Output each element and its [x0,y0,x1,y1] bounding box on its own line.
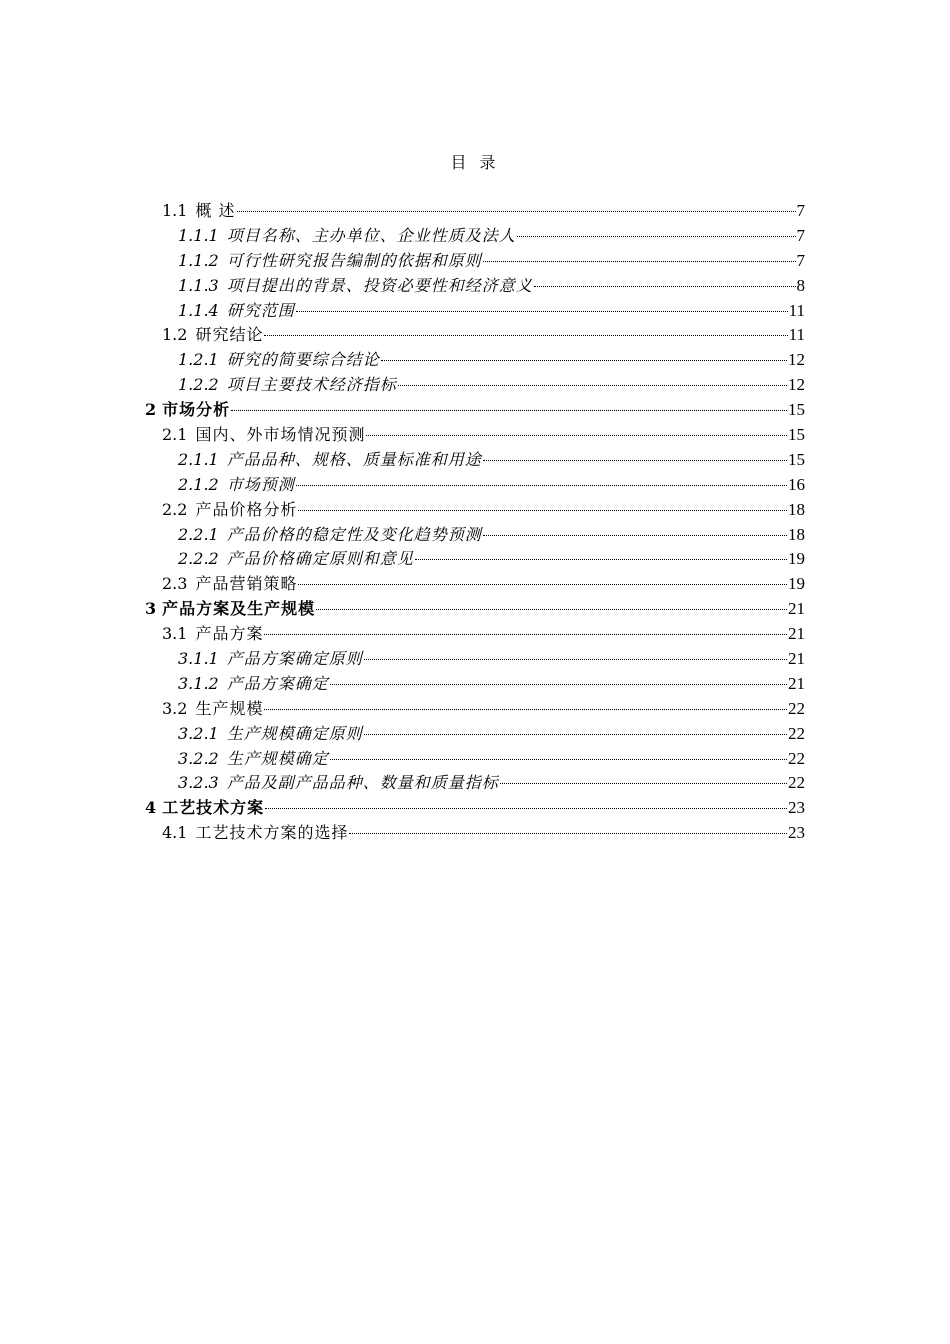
dot-leader [237,211,796,212]
toc-entry-title [178,547,414,572]
dot-leader [364,734,787,735]
toc-entry-label: 生产规模确定 [226,748,329,768]
toc-entry-label: 研究的简要综合结论 [226,350,380,370]
dot-leader [483,535,787,536]
dot-leader [534,286,796,287]
toc-entry-title [178,523,482,548]
toc-entry-page-number: 11 [788,300,805,320]
toc-entry-number: 2.3 [162,574,188,594]
toc-entry-number: 2.1 [162,425,188,445]
toc-entry[interactable] [0,249,950,274]
toc-entry-label: 工艺技术方案的选择 [195,823,349,843]
toc-entry-number: 3.2.2 [178,748,219,768]
dot-leader [366,435,787,436]
toc-entry-label: 产品方案确定原则 [226,649,363,669]
toc-entry-label: 市场分析 [162,400,231,420]
toc-entry-title [178,249,482,274]
dot-leader [349,833,787,834]
dot-leader [264,634,787,635]
toc-entry-page-number: 8 [796,275,805,295]
toc-entry[interactable] [0,647,950,672]
toc-entry-number: 3.2.1 [178,723,219,743]
toc-entry-label: 项目主要技术经济指标 [226,375,397,395]
toc-entry-label: 市场预测 [226,474,295,494]
toc-entry-title [178,722,363,747]
toc-entry-number: 3.1.1 [178,649,219,669]
toc-entry[interactable] [0,697,950,722]
toc-entry-number: 1.1.4 [178,300,219,320]
toc-entry-label: 产品方案确定 [226,673,329,693]
toc-entry-title [178,224,516,249]
toc-entry[interactable] [0,622,950,647]
toc-entry[interactable] [0,796,950,821]
toc-entry[interactable] [0,323,950,348]
toc-entry[interactable] [0,224,950,249]
dot-leader [316,609,787,610]
toc-entry-page-number: 15 [788,449,805,469]
toc-entry[interactable] [0,597,950,622]
toc-entry-label: 产品价格确定原则和意见 [226,549,414,569]
toc-entry[interactable] [0,572,950,597]
toc-entry-page-number: 21 [788,649,805,669]
toc-entry-label: 国内、外市场情况预测 [195,425,366,445]
toc-entry-page-number: 23 [788,798,805,818]
toc-entry[interactable] [0,398,950,423]
toc-entry-title [162,423,365,448]
toc-entry-number: 2.2 [162,499,188,519]
toc-entry-number: 1.2.1 [178,350,219,370]
toc-entry-title [178,771,499,796]
toc-entry[interactable] [0,448,950,473]
toc-entry-title [178,373,397,398]
toc-entry-number: 2.1.2 [178,474,219,494]
toc-entry-page-number: 11 [788,325,805,345]
dot-leader [415,559,787,560]
dot-leader [298,584,787,585]
dot-leader [483,460,787,461]
toc-entry-number: 2 [145,400,157,420]
toc-entry-page-number: 19 [788,549,805,569]
toc-title: 目 录 [450,153,500,172]
toc-entry-number: 3 [145,599,157,619]
toc-entry-page-number: 22 [788,723,805,743]
toc-entry[interactable] [0,423,950,448]
dot-leader [330,759,787,760]
toc-entry[interactable] [0,199,950,224]
toc-entry-title [162,498,297,523]
toc-entry-number: 1.1.1 [178,225,219,245]
toc-entry-number: 1.2.2 [178,375,219,395]
dot-leader [264,335,787,336]
toc-entry[interactable] [0,348,950,373]
dot-leader [298,510,787,511]
toc-entry-number: 3.2.3 [178,773,219,793]
toc-entry-page-number: 15 [788,400,805,420]
toc-entry-title [178,747,329,772]
dot-leader [398,385,787,386]
toc-entry-label: 产品品种、规格、质量标准和用途 [226,449,482,469]
toc-entry-page-number: 19 [788,574,805,594]
toc-entry-page-number: 22 [788,698,805,718]
toc-entry-number: 1.2 [162,325,188,345]
toc-entry-page-number: 21 [788,673,805,693]
toc-entry[interactable] [0,274,950,299]
toc-entry-title [178,647,363,672]
toc-entry-page-number: 21 [788,624,805,644]
toc-entry-label: 项目提出的背景、投资必要性和经济意义 [226,275,533,295]
toc-entry-label: 产品方案及生产规模 [162,599,316,619]
toc-entry-page-number: 7 [796,225,805,245]
toc-entry[interactable] [0,373,950,398]
toc-entry[interactable] [0,473,950,498]
toc-entry-page-number: 15 [788,425,805,445]
toc-entry-page-number: 22 [788,748,805,768]
toc-entry-number: 1.1.2 [178,250,219,270]
toc-entry-number: 2.2.2 [178,549,219,569]
toc-entry-label: 可行性研究报告编制的依据和原则 [226,250,482,270]
toc-entry-title [162,622,263,647]
toc-entry[interactable] [0,547,950,572]
toc-entry-title [162,821,348,846]
toc-entry-title [162,323,263,348]
toc-entry-label: 研究结论 [195,325,264,345]
toc-entry-number: 2.1.1 [178,449,219,469]
toc-entry[interactable] [0,498,950,523]
toc-entry-title [162,697,263,722]
toc-entry-title [145,796,264,821]
toc-entry-page-number: 18 [788,524,805,544]
toc-entry-number: 4 [145,798,157,818]
toc-entry-title [162,572,297,597]
table-of-contents [0,199,950,846]
toc-entry[interactable] [0,672,950,697]
dot-leader [330,684,787,685]
toc-entry-title [178,348,380,373]
toc-entry-page-number: 22 [788,773,805,793]
toc-entry-label: 产品及副产品品种、数量和质量指标 [226,773,499,793]
toc-entry-label: 产品价格的稳定性及变化趋势预测 [226,524,482,544]
toc-entry[interactable] [0,771,950,796]
toc-entry-title [178,473,295,498]
toc-entry[interactable] [0,821,950,846]
toc-entry-title [178,274,533,299]
toc-entry-page-number: 7 [796,250,805,270]
toc-entry-page-number: 12 [788,375,805,395]
toc-entry-number: 3.2 [162,698,188,718]
toc-entry-label: 产品价格分析 [195,499,298,519]
dot-leader [264,709,787,710]
dot-leader [296,311,788,312]
toc-entry-label: 生产规模确定原则 [226,723,363,743]
toc-entry-title [145,597,315,622]
toc-entry-number: 1.1 [162,201,188,220]
toc-entry-title [145,398,230,423]
dot-leader [500,783,787,784]
toc-entry-page-number: 23 [788,823,805,843]
dot-leader [296,485,787,486]
toc-entry-number: 3.1 [162,624,188,644]
toc-entry-page-number: 18 [788,499,805,519]
toc-entry-label: 产品营销策略 [195,574,298,594]
toc-entry[interactable] [0,523,950,548]
toc-entry[interactable] [0,747,950,772]
toc-entry-page-number: 12 [788,350,805,370]
toc-entry-label: 产品方案 [195,624,264,644]
toc-entry-title [178,299,295,324]
toc-entry-number: 4.1 [162,823,188,843]
dot-leader [483,261,796,262]
toc-entry-number: 3.1.2 [178,673,219,693]
toc-entry-title [178,672,329,697]
toc-entry-label: 研究范围 [226,300,295,320]
toc-entry-label: 工艺技术方案 [162,798,265,818]
toc-entry-label: 项目名称、主办单位、企业性质及法人 [226,225,516,245]
toc-entry-label: 生产规模 [195,698,264,718]
toc-entry-title [178,448,482,473]
toc-entry-label: 概 述 [195,201,236,220]
toc-entry-page-number: 16 [788,474,805,494]
toc-entry[interactable] [0,722,950,747]
toc-entry-number: 2.2.1 [178,524,219,544]
toc-entry[interactable] [0,299,950,324]
dot-leader [231,410,787,411]
toc-entry-page-number: 7 [796,201,805,220]
toc-entry-page-number: 21 [788,599,805,619]
dot-leader [381,360,787,361]
dot-leader [265,808,787,809]
dot-leader [517,236,796,237]
toc-entry-title [162,199,236,224]
toc-entry-number: 1.1.3 [178,275,219,295]
dot-leader [364,659,787,660]
